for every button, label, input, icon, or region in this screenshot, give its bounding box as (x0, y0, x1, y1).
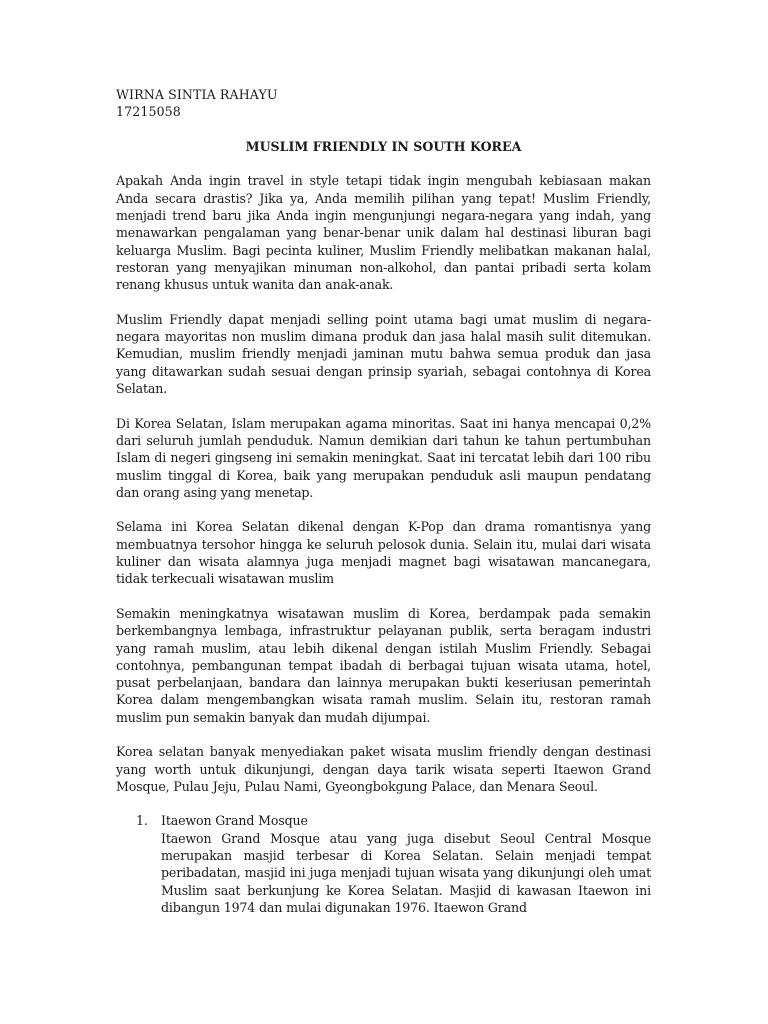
paragraph-selling-point: Muslim Friendly dapat menjadi selling point utama bagi umat muslim di negara-negara mayoritas non muslim dimana produk dan jasa halal masih sulit ditemukan. Kemudian, muslim friendly menjadi jaminan mutu bahwa semua produk dan jasa yang ditawarkan sudah sesuai dengan prinsip syariah, sebagai contohnya di Korea Selatan. (116, 311, 651, 397)
paragraph-islam-minority: Di Korea Selatan, Islam merupakan agama minoritas. Saat ini hanya mencapai 0,2% dari seluruh jumlah penduduk. Namun demikian dari tahun ke tahun pertumbuhan Islam di negeri gingseng ini semakin meningkat. Saat ini tercatat lebih dari 100 ribu muslim tinggal di Korea, baik yang merupakan penduduk asli maupun pendatang dan orang asing yang menetap. (116, 415, 651, 500)
paragraph-infrastructure: Semakin meningkatnya wisatawan muslim di Korea, berdampak pada semakin berkembangnya lembaga, infrastruktur pelayanan publik, serta beragam industri yang ramah muslim, atau lebih dikenal dengan istilah Muslim Friendly. Sebagai contohnya, pembangunan tempat ibadah di berbagai tujuan wisata utama, hotel, pusat perbelanjaan, bandara dan lainnya merupakan bukti keseriusan pemerintah Korea dalam mengembangkan wisata ramah muslim. Selain itu, restoran ramah muslim pun semakin banyak dan mudah dijumpai. (116, 605, 651, 725)
destination-list (116, 812, 651, 916)
student-id: 17215058 (116, 104, 181, 120)
list-item-title: Itaewon Grand Mosque (161, 813, 308, 829)
document-title: MUSLIM FRIENDLY IN SOUTH KOREA (245, 138, 522, 154)
paragraph-intro: Apakah Anda ingin travel in style tetapi tidak ingin mengubah kebiasaan makan Anda secara drastis? Jika ya, Anda memilih pilihan yang tepat! Muslim Friendly, menjadi trend baru jika Anda ingin mengunjungi negara-negara yang indah, yang menawarkan pengalaman yang benar-benar unik dalam hal destinasi liburan bagi keluarga Muslim. Bagi pecinta kuliner, Muslim Friendly melibatkan makanan halal, restoran yang menyajikan minuman non-alkohol, dan pantai pribadi serta kolam renang khusus untuk wanita dan anak-anak. (116, 173, 651, 293)
list-item-number: 1. (136, 813, 148, 829)
paragraph-destinations: Korea selatan banyak menyediakan paket wisata muslim friendly dengan destinasi yang worth untuk dikunjungi, dengan daya tarik wisata seperti Itaewon Grand Mosque, Pulau Jeju, Pulau Nami, Gyeongbokgung Palace, dan Menara Seoul. (116, 744, 651, 794)
list-item (116, 812, 651, 916)
author-name: WIRNA SINTIA RAHAYU (116, 87, 278, 102)
paragraph-kpop: Selama ini Korea Selatan dikenal dengan K-Pop dan drama romantisnya yang membuatnya tersohor hingga ke seluruh pelosok dunia. Selain itu, mulai dari wisata kuliner dan wisata alamnya juga menjadi magnet bagi wisatawan mancanegara, tidak terkecuali wisatawan muslim (116, 519, 651, 587)
list-item-body: Itaewon Grand Mosque atau yang juga disebut Seoul Central Mosque merupakan masjid terbesar di Korea Selatan. Selain menjadi tempat peribadatan, masjid ini juga menjadi tujuan wisata yang dikunjungi oleh umat Muslim saat berkunjung ke Korea Selatan. Masjid di kawasan Itaewon ini dibangun 1974 dan mulai digunakan 1976. Itaewon Grand (161, 830, 651, 915)
document-page (116, 86, 651, 916)
